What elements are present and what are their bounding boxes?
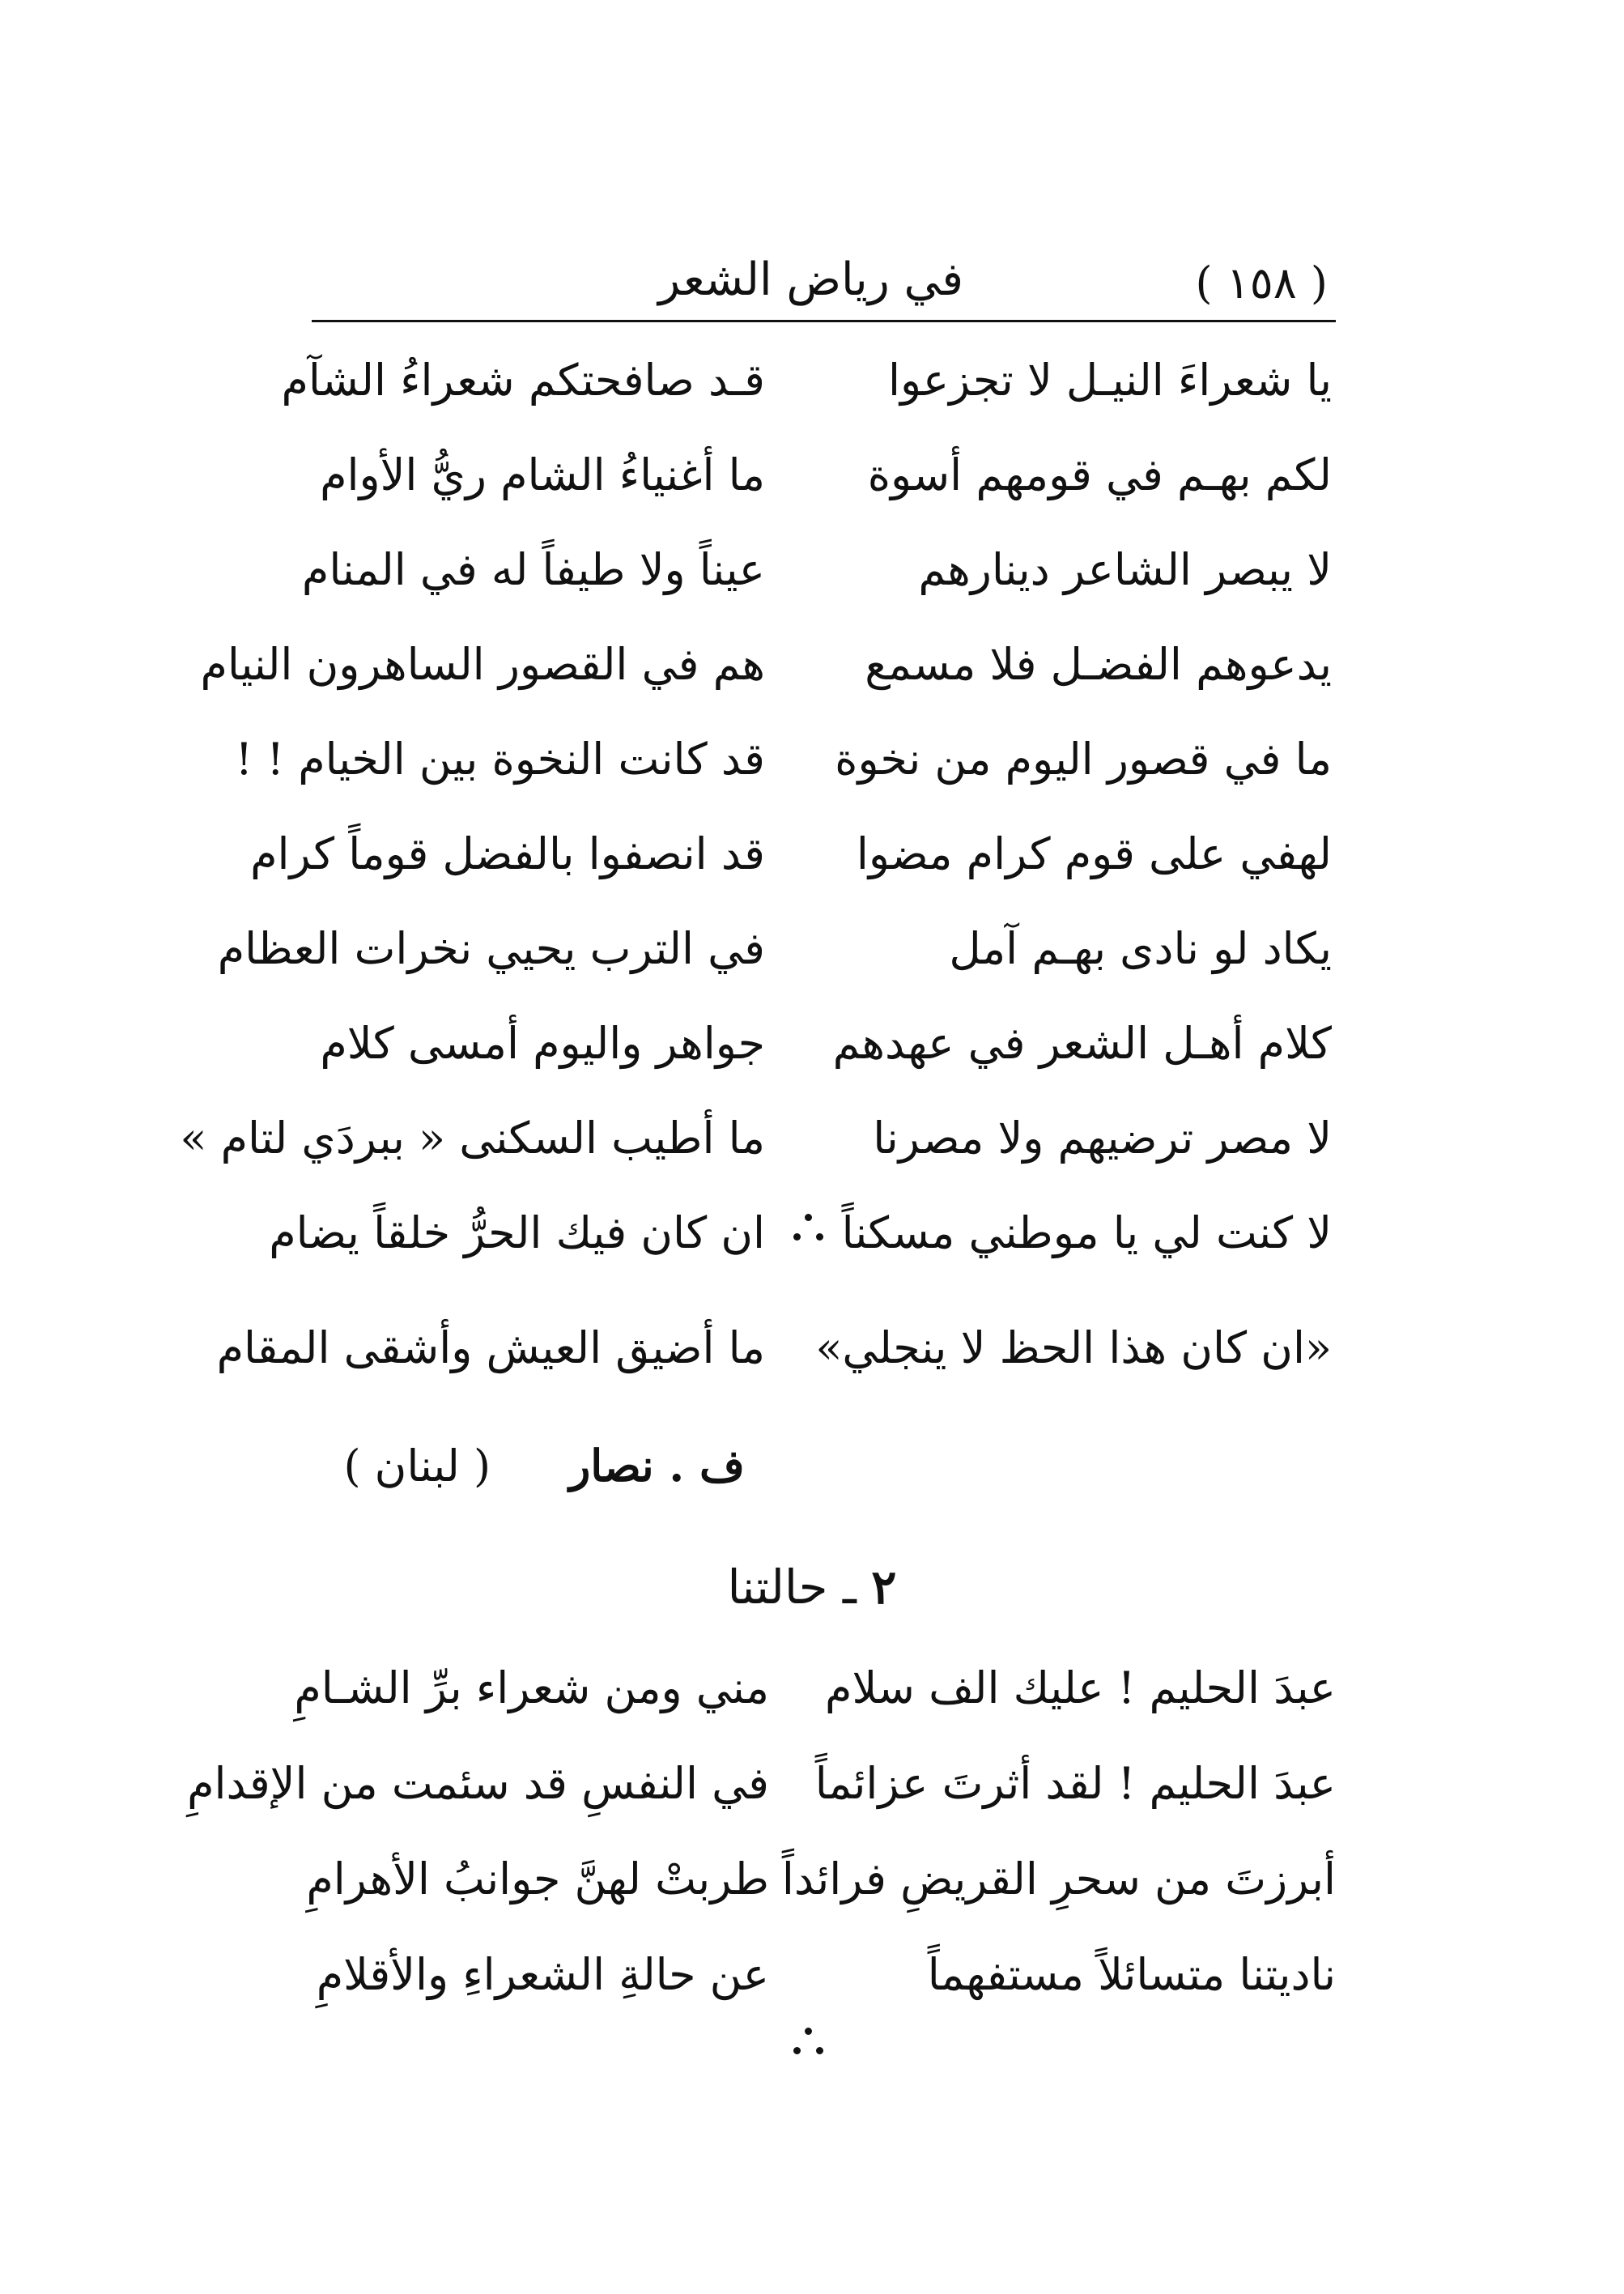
first-hemistich: ما في قصور اليوم من نخوة [835,734,1332,785]
verse [180,1098,1332,1193]
second-hemistich: ان كان فيك الحرُّ خلقاً يضام [269,1207,765,1258]
verse [187,1743,1336,1839]
first-hemistich: عبدَ الحليم ! عليك الف سلام [825,1662,1336,1713]
verse [301,530,1332,624]
verse [320,435,1332,530]
verse [200,624,1332,719]
first-hemistich: لا مصر ترضيهم ولا مصرنا [873,1113,1332,1164]
first-hemistich: «ان كان هذا الحظ لا ينجلي» [815,1322,1332,1373]
first-hemistich: لكم بهـم في قومهم أسوة [867,449,1332,500]
verse [279,1839,1336,1934]
second-hemistich: عيناً ولا طيفاً له في المنام [301,544,765,595]
author-name: ف . نصار [569,1440,745,1492]
running-header [312,243,1328,324]
first-hemistich: يكاد لو نادى بهـم آمل [949,923,1332,974]
second-hemistich: عن حالةِ الشعراءِ والأقلامِ [316,1949,769,2000]
poem-one [180,340,1332,1287]
second-hemistich: ما أطيب السكنى « ببردَي لتام » [180,1113,765,1164]
first-hemistich: يا شعراءَ النيـل لا تجزعوا [888,355,1332,406]
second-hemistich: في النفسِ قد سئمت من الإقدامِ [187,1758,769,1809]
section-number: ٢ [871,1560,897,1615]
page-number: ( ١٥٨ ) [1195,257,1328,309]
verse [235,719,1332,814]
second-hemistich: مني ومن شعراء برِّ الشـامِ [294,1662,769,1713]
second-hemistich: قد كانت النخوة بين الخيام ! ! [235,734,765,785]
second-hemistich: في الترب يحيي نخرات العظام [217,923,765,974]
first-hemistich: لا كنت لي يا موطني مسكناً [841,1207,1332,1258]
header-rule [312,320,1336,322]
poem-signature [340,1425,745,1506]
star-ornament-icon [785,2024,834,2073]
section-title: حالتنا [727,1560,828,1615]
verse [279,1934,1336,2030]
author-place: ( لبنان ) [343,1441,491,1492]
section-heading [0,1547,1624,1628]
second-hemistich: هم في القصور الساهرون النيام [200,639,765,690]
first-hemistich: يدعوهم الفضـل فلا مسمع [865,639,1332,690]
second-hemistich: ما أغنياءُ الشام ريُّ الأوام [320,449,765,500]
first-hemistich: ناديتنا متسائلاً مستفهماً [927,1949,1336,2000]
second-hemistich: ما أضيق العيش وأشقى المقام [216,1322,765,1373]
second-hemistich: قد انصفوا بالفضل قوماً كرام [250,828,765,879]
poem-two [187,1648,1336,2030]
second-hemistich: جواهر واليوم أمسى كلام [320,1018,765,1069]
first-hemistich: لا يبصر الشاعر دينارهم [918,544,1332,595]
section-dash: ـ [842,1560,857,1615]
closing-verse [216,1308,1332,1389]
first-hemistich: أبرزتَ من سحرِ القريضِ فرائداً [781,1854,1336,1905]
first-hemistich: كلام أهـل الشعر في عهدهم [832,1018,1332,1069]
book-title: في رياض الشعر [658,253,963,306]
verse [217,909,1332,1003]
second-hemistich: طربتْ لهنَّ جوانبُ الأهرامِ [306,1854,769,1905]
verse [250,814,1332,909]
verse [320,1003,1332,1098]
first-hemistich: لهفي على قوم كرام مضوا [856,828,1332,879]
verse [281,340,1332,435]
star-ornament-icon [785,1211,834,1259]
second-hemistich: قـد صافحتكم شعراءُ الشآم [281,355,765,406]
first-hemistich: عبدَ الحليم ! لقد أثرتَ عزائماً [814,1758,1336,1809]
verse [279,1648,1336,1743]
